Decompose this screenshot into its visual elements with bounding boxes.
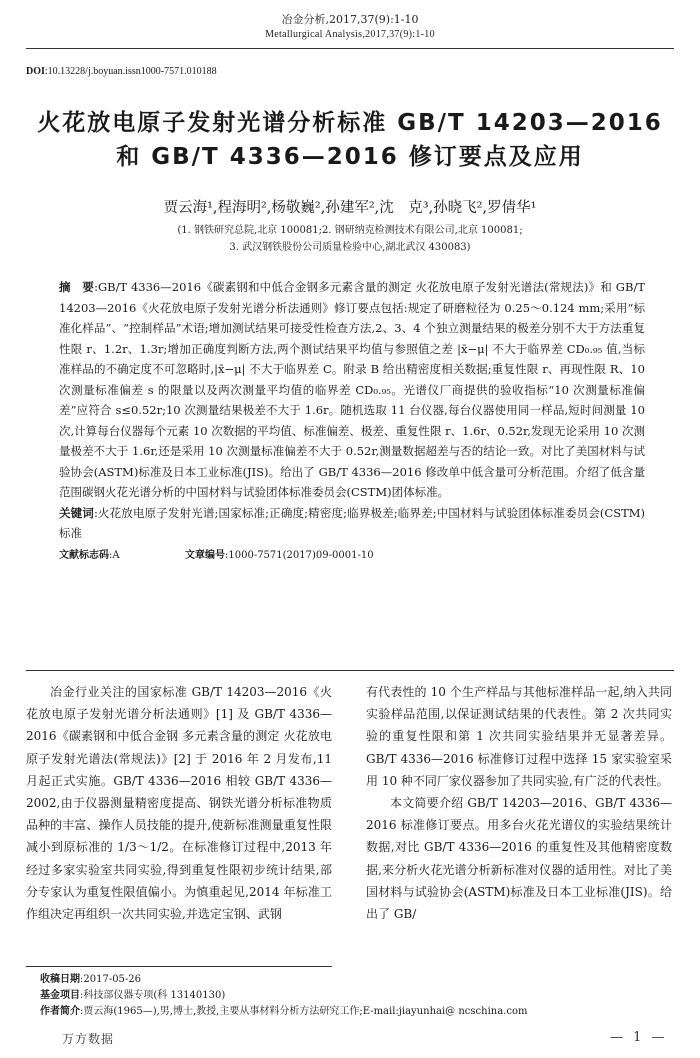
journal-line-cn: 冶金分析,2017,37(9):1-10	[281, 13, 419, 26]
abstract-paragraph	[59, 277, 645, 503]
article-number-value: :1000-7571(2017)09-0001-10	[225, 549, 374, 561]
body-column-right	[366, 681, 672, 925]
title-line-1: 火花放电原子发射光谱分析标准 GB/T 14203—2016	[37, 110, 663, 136]
article-number-label: 文章编号	[185, 549, 225, 561]
doc-code-value: :A	[109, 549, 120, 561]
abstract-block	[59, 277, 645, 566]
abstract-label: 摘 要	[59, 280, 95, 294]
fund-project	[40, 988, 640, 1004]
abstract-rule	[26, 670, 674, 671]
body-paragraph: 有代表性的 10 个生产样品与其他标准样品一起,纳入共同实验样品范围,以保证测试结果的代表性。第 2 次共同实验的重复性限和第 1 次共同实验结果并无显著差异。GB/T 4336—2016 标准修订过程中选择 15 家实验室采用 10 种不同厂家仪器参加了共同实验,有广泛的代表性。	[366, 685, 672, 788]
body-paragraph: 本文简要介绍 GB/T 14203—2016、GB/T 4336—2016 标准修订要点。用多台火花光谱仪的实验结果统计数据,对比 GB/T 4336—2016 的重复性及其他精密度数据,来分析火花光谱分析新标准对仪器的适用性。对比了美国材料与试验协会(ASTM)标准及日本工业标准(JIS)。给出了 GB/	[366, 796, 672, 922]
author-bio	[40, 1004, 640, 1020]
page-number: — 1 —	[610, 1030, 668, 1045]
fund-label: 基金项目	[40, 990, 80, 1001]
running-header	[0, 12, 700, 42]
abstract-text: :GB/T 4336—2016《碳素钢和中低合金钢多元素含量的测定 火花放电原子发射光谱法(常规法)》和 GB/T 14203—2016《火花放电原子发射光谱分析法通则》修订要点包括:规定了研磨粒径为 0.25～0.124 mm;采用“标准化样品”、“控制样品”术语;增加测试结果可接受性检查方法,2、3、4 个独立测量结果的极差分别不大于方法重复性限 r、1.2r、1.3r;增加正确度判断方法,两个测试结果平均值与参照值之差 |x̄−μ| 不大于临界差 CD₀.₉₅ 值,当标准样品的不确定度不可忽略时,|x̄−μ| 不大于临界差 C。附录 B 给出精密度相关数据;重复性限 r、再现性限 R、10 次测量标准偏差 s 的限量以及两次测量平均值的临界差 CD₀.₉₅。光谱仪厂商提供的验收指标“10 次测量标准偏差”应符合 s≤0.52r;10 次测量结果极差不大于 1.6r。随机选取 11 台仪器,每台仪器使用同一样品,短时间测量 10 次,计算每台仪器每个元素 10 次数据的平均值、标准偏差、极差、重复性限 r、1.6r、0.52r,发现无论采用 10 次测量极差不大于 1.6r,还是采用 10 次测量标准偏差不大于 0.52r,测量数据超差与否的结论一致。对比了美国材料与试验协会(ASTM)标准及日本工业标准(JIS)。给出了 GB/T 4336—2016 修改单中低含量可分析范围。介绍了低含量范围碳钢火花光谱分析的中国材料与试验团体标准委员会(CSTM)团体标准。	[59, 280, 645, 499]
body-column-left	[26, 681, 332, 925]
keywords-text: :火花放电原子发射光谱;国家标准;正确度;精密度;临界极差;临界差;中国材料与试验团体标准委员会(CSTM)标准	[59, 505, 646, 540]
received-value: :2017-05-26	[80, 974, 142, 985]
wanfang-watermark: 万方数据	[62, 1032, 115, 1046]
body-paragraph: 冶金行业关注的国家标准 GB/T 14203—2016《火花放电原子发射光谱分析法通则》[1] 及 GB/T 4336—2016《碳素钢和中低合金钢 多元素含量的测定 火花放电原子发射光谱法(常规法)》[2] 于 2016 年 2 月发布,11 月起正式实施。GB/T 4336—2016 相较 GB/T 4336—2002,由于仪器测量精密度提高、钢铁光谱分析标准物质品种的丰富、操作人员技能的提升,使新标准测量重复性限减小到原标准的 1/3～1/2。在标准修订过程中,2013 年经过多家实验室共同实验,得到重复性限初步统计结果,部分专家认为重复性限值偏小。为慎重起见,2014 年标准工作组决定再组织一次共同实验,并选定宝钢、武钢	[26, 685, 332, 922]
title-line-2: 和 GB/T 4336—2016 修订要点及应用	[116, 144, 584, 170]
header-rule	[26, 48, 674, 49]
keywords-label: 关键词	[59, 505, 94, 520]
article-identifiers	[59, 546, 645, 567]
doc-code-label: 文献标志码	[59, 549, 109, 561]
fund-value: :科技部仪器专项(科 13140130)	[80, 990, 226, 1001]
affiliations	[0, 222, 700, 256]
affiliation-line-1: (1. 钢铁研究总院,北京 100081;2. 钢研纳克检测技术有限公司,北京 100081;	[177, 225, 523, 236]
footnotes	[40, 972, 640, 1020]
article-number	[185, 546, 374, 567]
footnote-rule	[26, 966, 332, 967]
received-date	[40, 972, 640, 988]
author-bio-label: 作者简介	[40, 1006, 80, 1017]
doi-value[interactable]: :10.13228/j.boyuan.issn1000-7571.010188	[44, 66, 217, 77]
doi-label: DOI	[26, 66, 45, 77]
doc-code	[59, 546, 185, 567]
author-bio-value: :贾云海(1965—),男,博士,教授,主要从事材料分析方法研究工作;E-mail:jiayunhai@ ncschina.com	[80, 1006, 528, 1017]
author-list: 贾云海¹,程海明²,杨敬巍²,孙建军²,沈 克³,孙晓飞²,罗倩华¹	[163, 200, 537, 216]
doi-line[interactable]	[26, 66, 217, 77]
paper-title	[20, 106, 680, 174]
keywords-paragraph	[59, 503, 645, 544]
journal-line-en: Metallurgical Analysis,2017,37(9):1-10	[265, 29, 435, 40]
received-label: 收稿日期	[40, 974, 80, 985]
affiliation-line-2: 3. 武汉钢铁股份公司质量检验中心,湖北武汉 430083)	[229, 242, 471, 253]
